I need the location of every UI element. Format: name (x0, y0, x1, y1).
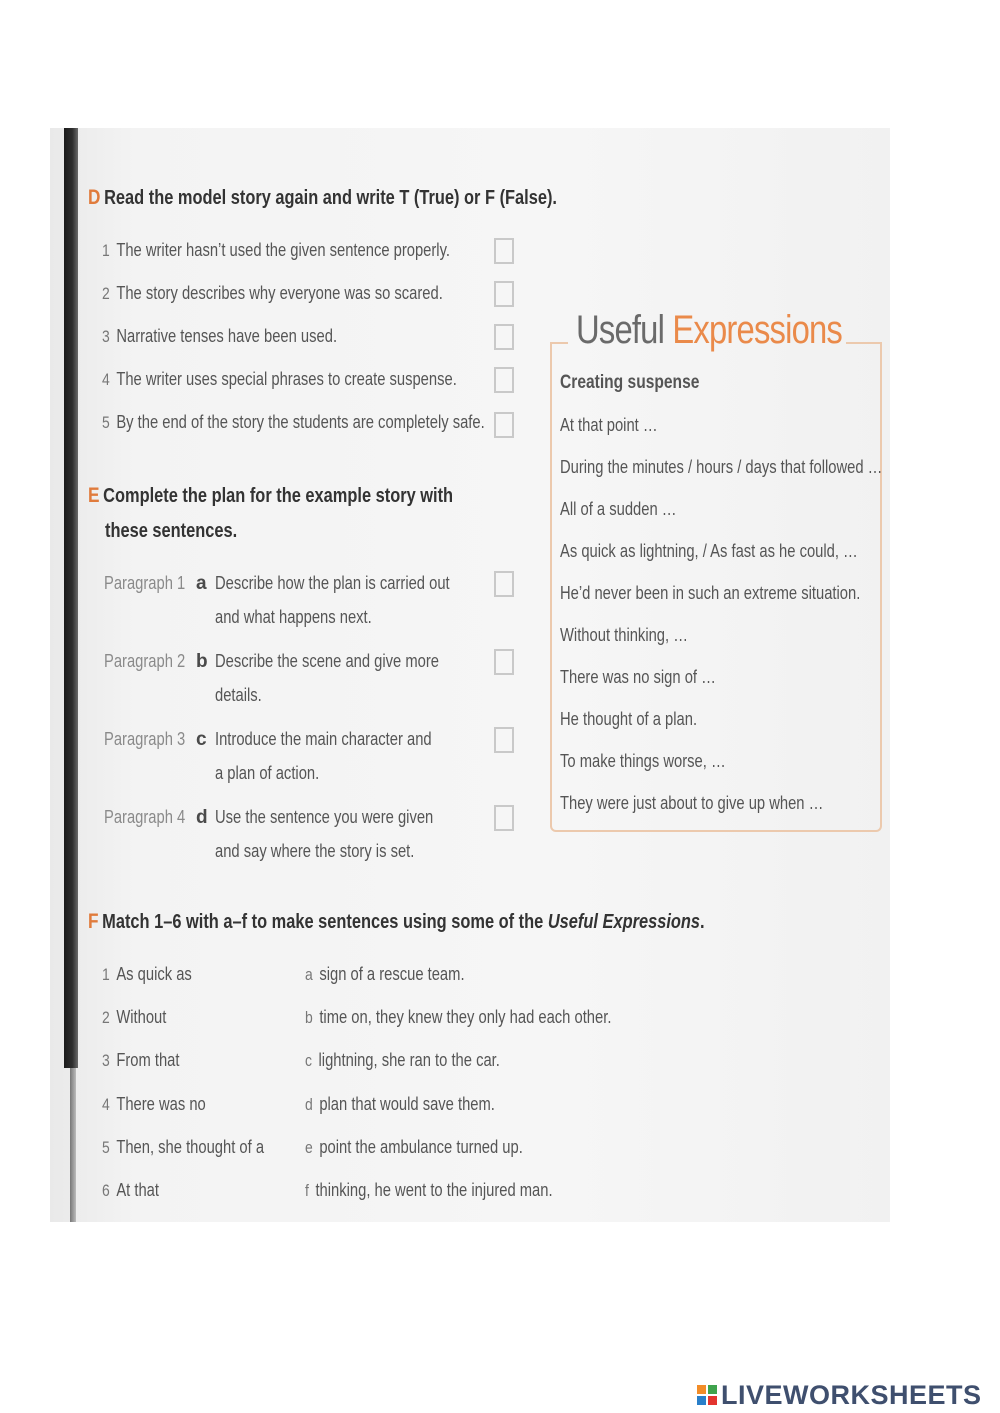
ue-item-6: Without thinking, … (560, 625, 688, 645)
e-row-3-letter: c (196, 729, 207, 750)
section-e-instruction-line2: these sentences. (105, 520, 238, 542)
ue-item-3: All of a sudden … (560, 499, 677, 519)
section-f-heading (88, 910, 840, 934)
e-answer-box-4[interactable] (494, 805, 514, 831)
e-row-3-para: Paragraph 3 (104, 729, 186, 749)
e-row-3-text-2: a plan of action. (215, 763, 320, 783)
e-row-1-para: Paragraph 1 (104, 573, 186, 593)
e-row-1-text-2: and what happens next. (215, 607, 372, 627)
d-item-3: 3 Narrative tenses have been used. (102, 326, 338, 346)
e-answer-box-1[interactable] (494, 571, 514, 597)
d-answer-box-5[interactable] (494, 412, 514, 438)
f-right-a: a sign of a rescue team. (305, 964, 465, 984)
book-spine-shadow (64, 128, 78, 1068)
e-answer-box-2[interactable] (494, 649, 514, 675)
d-answer-box-4[interactable] (494, 367, 514, 393)
book-spine-fade (70, 1068, 76, 1222)
section-d-instruction: Read the model story again and write T (True) or F (False). (104, 187, 558, 209)
section-e-instruction-line2-wrap (105, 520, 266, 543)
f-right-d: d plan that would save them. (305, 1094, 495, 1114)
e-row-2-letter: b (196, 651, 208, 672)
liveworksheets-logo-icon (697, 1385, 717, 1405)
useful-expressions-subtitle: Creating suspense (560, 372, 700, 393)
e-row-4-letter: d (196, 807, 208, 828)
f-right-e: e point the ambulance turned up. (305, 1137, 523, 1157)
scanned-page (50, 128, 890, 1222)
f-left-5: 5 Then, she thought of a (102, 1137, 265, 1157)
ue-item-9: To make things worse, … (560, 751, 726, 771)
d-answer-box-2[interactable] (494, 281, 514, 307)
e-row-1-text-1: Describe how the plan is carried out (215, 573, 450, 593)
e-row-4-text-1: Use the sentence you were given (215, 807, 434, 827)
e-row-2-text-2: details. (215, 685, 262, 705)
e-row-2-para: Paragraph 2 (104, 651, 186, 671)
ue-item-10: They were just about to give up when … (560, 793, 824, 813)
section-d-letter: D (88, 186, 101, 209)
e-row-3-text-1: Introduce the main character and (215, 729, 432, 749)
f-left-1: 1 As quick as (102, 964, 192, 984)
f-right-f: f thinking, he went to the injured man. (305, 1180, 553, 1200)
useful-expressions-subtitle-wrap (560, 372, 730, 394)
section-e-heading (88, 484, 533, 508)
useful-expressions-title-word1: Useful (576, 308, 665, 352)
section-f-instruction-part1: Match 1–6 with a–f to make sentences using some of the (102, 911, 548, 933)
e-row-4-text-2: and say where the story is set. (215, 841, 415, 861)
d-item-2: 2 The story describes why everyone was so scared. (102, 283, 443, 303)
ue-item-7: There was no sign of … (560, 667, 716, 687)
ue-item-8: He thought of a plan. (560, 709, 698, 729)
ue-item-4: As quick as lightning, / As fast as he could, … (560, 541, 858, 561)
section-f-instruction-italic: Useful Expressions (547, 911, 701, 933)
useful-expressions-title-word2: Expressions (672, 308, 843, 352)
liveworksheets-logo (697, 1380, 982, 1410)
e-row-4-para: Paragraph 4 (104, 807, 186, 827)
liveworksheets-brand: LIVEWORKSHEETS (721, 1379, 982, 1410)
f-right-b: b time on, they knew they only had each other. (305, 1007, 612, 1027)
d-answer-box-3[interactable] (494, 324, 514, 350)
d-item-4: 4 The writer uses special phrases to create suspense. (102, 369, 457, 389)
d-item-1: 1 The writer hasn’t used the given sentence properly. (102, 240, 450, 260)
d-answer-box-1[interactable] (494, 238, 514, 264)
ue-item-2: During the minutes / hours / days that followed … (560, 457, 883, 477)
e-answer-box-3[interactable] (494, 727, 514, 753)
section-f-instruction-part2: . (700, 911, 705, 933)
f-left-6: 6 At that (102, 1180, 159, 1200)
e-row-1-letter: a (196, 573, 207, 594)
f-left-2: 2 Without (102, 1007, 167, 1027)
ue-item-5: He’d never been in such an extreme situation. (560, 583, 861, 603)
section-e-letter: E (88, 484, 100, 507)
useful-expressions-title (576, 308, 890, 353)
section-e-instruction-line1: Complete the plan for the example story with (103, 485, 454, 507)
f-right-c: c lightning, she ran to the car. (305, 1050, 500, 1070)
section-f-letter: F (88, 910, 99, 933)
e-row-2-text-1: Describe the scene and give more (215, 651, 439, 671)
ue-item-1: At that point … (560, 415, 658, 435)
d-item-5: 5 By the end of the story the students are completely safe. (102, 412, 485, 432)
f-left-4: 4 There was no (102, 1094, 206, 1114)
f-left-3: 3 From that (102, 1050, 180, 1070)
section-d-heading (88, 186, 660, 210)
